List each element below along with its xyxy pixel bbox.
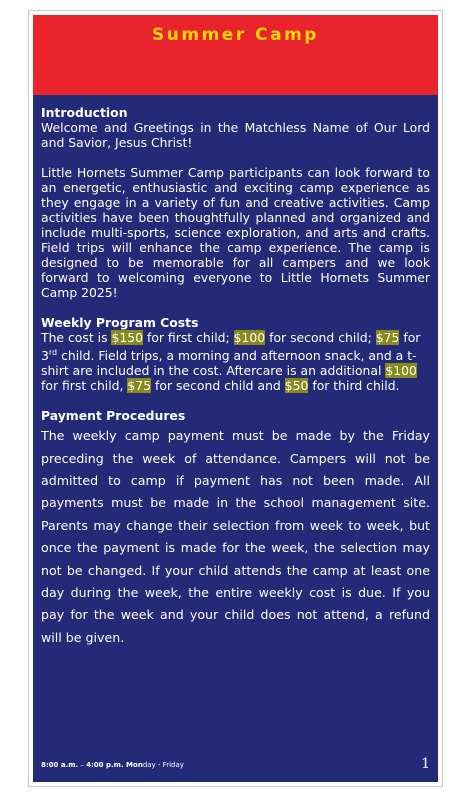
aftercare-first-child: $100 (385, 363, 417, 379)
aftercare-second-child: $75 (127, 378, 152, 394)
costs-text: for second child and (151, 378, 285, 394)
content-panel (33, 95, 438, 782)
costs-heading: Weekly Program Costs (41, 315, 199, 330)
price-second-child: $100 (233, 330, 266, 345)
costs-text: for first child, (41, 378, 128, 394)
title-banner (33, 15, 438, 95)
introduction-body: Little Hornets Summer Camp participants can look forward to an energetic, enthusiastic and exciting camp experience as they engage in a variety of fun and creative activities. Camp activities have been thoughtfully planned and organized and include multi-sports, science exploration, and arts and crafts. Field trips will enhance the camp experience. The camp is designed to be memorable for all campers and we look forward to welcoming everyone to Little Hornets Summer Camp 2025! (41, 165, 430, 300)
spacer (41, 393, 430, 408)
spacer (41, 300, 430, 315)
costs-text: child. Field trips, a morning and afternoon snack, and a t-shirt are included in the cost. Aftercare is an additional (41, 348, 417, 379)
start-time: 8:00 a.m. (41, 761, 79, 769)
costs-body (41, 330, 430, 393)
aftercare-third-child: $50 (284, 378, 309, 394)
introduction-greeting: Welcome and Greetings in the Matchless Name of Our Lord and Savior, Jesus Christ! (41, 120, 430, 150)
costs-text: for 3 (41, 330, 421, 364)
price-first-child: $150 (111, 330, 144, 345)
camp-hours (41, 761, 184, 769)
day-start: Mon (123, 761, 143, 769)
ordinal-suffix: rd (48, 348, 58, 357)
payment-body: The weekly camp payment must be made by the Friday preceding the week of attendance. Campers will not be admitted to camp if payment has not been made. All payments must be made in the school management site. Parents may change their selection from week to week, but once the payment is made for the week, the selection may not be changed. If your child attends the camp at least one day during the week, the entire weekly cost is due. If you pay for the week and your child does not attend, a refund will be given. (41, 428, 430, 645)
page-title: Summer Camp (152, 25, 319, 45)
introduction-heading: Introduction (41, 105, 128, 120)
costs-text: The cost is (41, 330, 112, 345)
day-range: day - Friday (142, 761, 184, 769)
costs-text: for third child. (308, 378, 400, 394)
spacer (41, 150, 430, 165)
end-time: 4:00 p.m. (86, 761, 124, 769)
price-third-child: $75 (375, 330, 400, 345)
time-dash: – (78, 761, 87, 769)
costs-text: for first child; (143, 330, 234, 345)
payment-heading: Payment Procedures (41, 408, 186, 424)
costs-text: for second child; (265, 330, 376, 345)
page-number: 1 (421, 756, 430, 772)
flyer-page (28, 10, 443, 787)
